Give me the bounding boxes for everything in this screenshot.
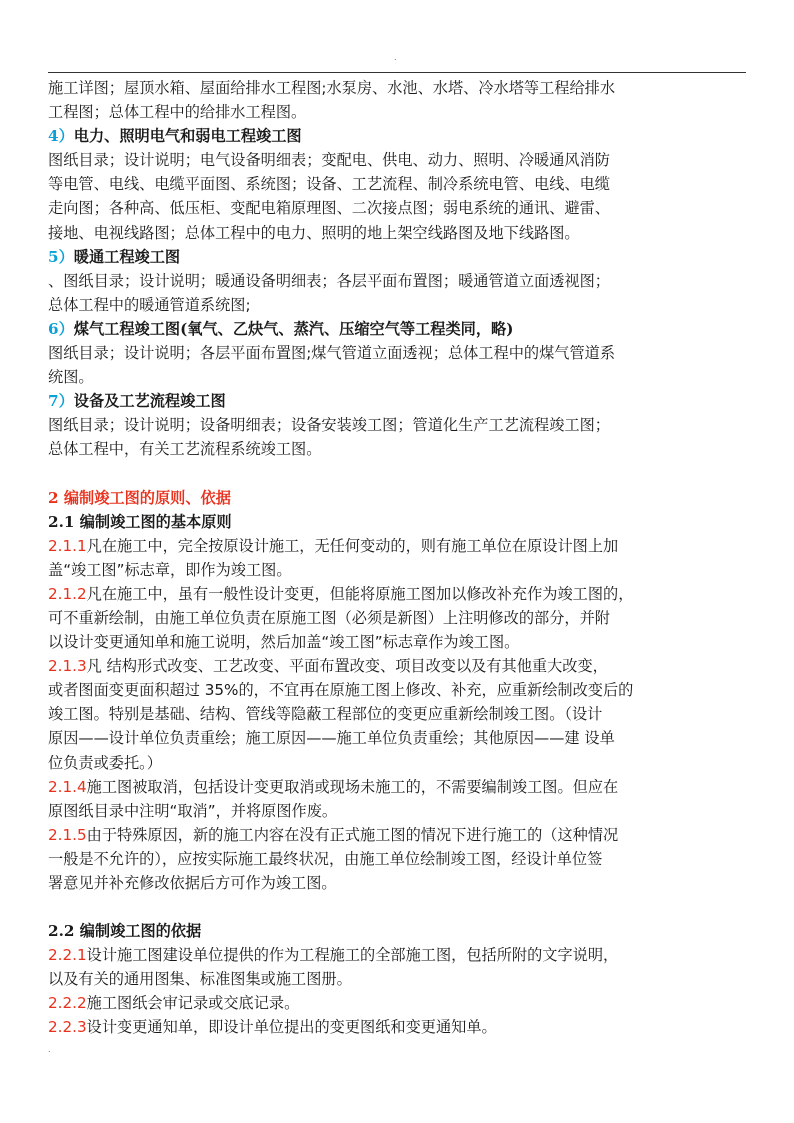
clause-text: 凡在施工中，完全按原设计施工，无任何变动的，则有施工单位在原设计图上加 (86, 536, 619, 555)
paragraph-line: 署意见并补充修改依据后方可作为竣工图。 (48, 874, 337, 892)
spacer (48, 895, 748, 919)
paragraph-line: 图纸目录；设计说明；电气设备明细表；变配电、供电、动力、照明、冷暖通风消防 (48, 151, 610, 170)
paragraph-line: 图纸目录；设计说明；设备明细表；设备安装竣工图；管道化生产工艺流程竣工图； (48, 416, 610, 435)
section-number: 7） (48, 392, 74, 411)
header-mark: . (394, 52, 397, 62)
section-title: 暖通工程竣工图 (73, 247, 181, 266)
paragraph-line: 施工详图；屋顶水箱、屋面给排水工程图;水泵房、水池、水塔、冷水塔等工程给排水 (48, 79, 616, 97)
paragraph-line: 图纸目录；设计说明；各层平面布置图;煤气管道立面透视；总体工程中的煤气管道系 (48, 344, 616, 363)
section-heading-5 (48, 245, 748, 269)
section-title: 设备及工艺流程竣工图 (73, 392, 226, 411)
section-number: 5） (48, 247, 74, 266)
paragraph-line: 、图纸目录；设计说明；暖通设备明细表；各层平面布置图；暖通管道立面透视图； (48, 271, 610, 290)
clause-number: 2.2.3 (48, 1018, 87, 1037)
section-heading-6 (48, 317, 748, 341)
section-title: 电力、照明电气和弱电工程竣工图 (73, 127, 302, 146)
paragraph-line: 位负责或委托。） (48, 753, 162, 772)
clause-number: 2.1.4 (48, 777, 87, 796)
clause-number: 2.1.3 (48, 657, 87, 676)
paragraph-line: 盖“竣工图”标志章，即作为竣工图。 (48, 560, 292, 579)
paragraph-line: 以及有关的通用图集、标准图集或施工图册。 (48, 970, 352, 989)
clause-line (48, 582, 748, 606)
paragraph-line: 走向图；各种高、低压柜、变配电箱原理图、二次接点图；弱电系统的通讯、避雷、 (48, 199, 610, 218)
clause-number: 2.2.2 (48, 994, 87, 1013)
clause-text: 凡 结构形式改变、工艺改变、平面布置改变、项目改变以及有其他重大改变， (86, 657, 608, 676)
clause-text: 凡在施工中，虽有一般性设计变更，但能将原施工图加以修改补充作为竣工图的， (86, 584, 634, 603)
header-rule (48, 72, 746, 73)
clause-number: 2.1.1 (48, 536, 87, 555)
paragraph-line: 等电管、电线、电缆平面图、系统图；设备、工艺流程、制冷系统电管、电线、电缆 (48, 175, 610, 194)
paragraph-line: 接地、电视线路图；总体工程中的电力、照明的地上架空线路图及地下线路图。 (48, 223, 580, 242)
paragraph-line: 总体工程中的暖通管道系统图; (48, 295, 251, 314)
paragraph-line: 一般是不允许的），应按实际施工最终状况，由施工单位绘制竣工图，经设计单位签 (48, 849, 603, 868)
clause-line (48, 943, 748, 967)
clause-line (48, 991, 748, 1015)
clause-text: 由于特殊原因，新的施工内容在没有正式施工图的情况下进行施工的（这种情况 (86, 825, 619, 844)
clause-line (48, 823, 748, 847)
subsection-heading: 2.1 编制竣工图的基本原则 (48, 512, 232, 531)
footer-mark: . (48, 1044, 51, 1054)
clause-number: 2.1.5 (48, 825, 87, 844)
section-number: 6） (48, 319, 74, 338)
paragraph-line: 原图纸目录中注明“取消”，并将原图作废。 (48, 801, 338, 820)
document-body (48, 76, 748, 1040)
clause-line (48, 534, 748, 558)
section-title: 煤气工程竣工图(氧气、乙炔气、蒸汽、压缩空气等工程类同，略) (73, 319, 514, 338)
paragraph-line: 竣工图。特别是基础、结构、管线等隐蔽工程部位的变更应重新绘制竣工图。（设计 (48, 705, 603, 724)
spacer (48, 462, 748, 486)
chapter-heading: 2 编制竣工图的原则、依据 (48, 488, 231, 507)
section-heading-4 (48, 124, 748, 148)
paragraph-line: 统图。 (48, 368, 94, 387)
paragraph-line: 工程图；总体工程中的给排水工程图。 (48, 103, 307, 122)
clause-line (48, 654, 748, 678)
paragraph-line: 或者图面变更面积超过 35%的，不宜再在原施工图上修改、补充，应重新绘制改变后的 (48, 681, 634, 700)
clause-line (48, 1015, 748, 1039)
paragraph-line: 可不重新绘制，由施工单位负责在原施工图（必须是新图）上注明修改的部分，并附 (48, 608, 610, 627)
section-heading-7 (48, 389, 748, 413)
paragraph-line: 原因——设计单位负责重绘；施工原因——施工单位负责重绘；其他原因——建 设单 (48, 729, 615, 748)
section-number: 4） (48, 127, 74, 146)
paragraph-line: 以设计变更通知单和施工说明，然后加盖“竣工图”标志章作为竣工图。 (48, 633, 520, 652)
clause-text: 施工图纸会审记录或交底记录。 (86, 994, 300, 1013)
clause-number: 2.1.2 (48, 584, 87, 603)
clause-text: 设计施工图建设单位提供的作为工程施工的全部施工图，包括所附的文字说明， (86, 946, 619, 965)
clause-line (48, 775, 748, 799)
paragraph-line: 总体工程中，有关工艺流程系统竣工图。 (48, 440, 322, 459)
clause-text: 施工图被取消，包括设计变更取消或现场未施工的，不需要编制竣工图。但应在 (86, 777, 619, 796)
clause-number: 2.2.1 (48, 946, 87, 965)
subsection-heading: 2.2 编制竣工图的依据 (48, 922, 202, 941)
clause-text: 设计变更通知单，即设计单位提出的变更图纸和变更通知单。 (86, 1018, 497, 1037)
